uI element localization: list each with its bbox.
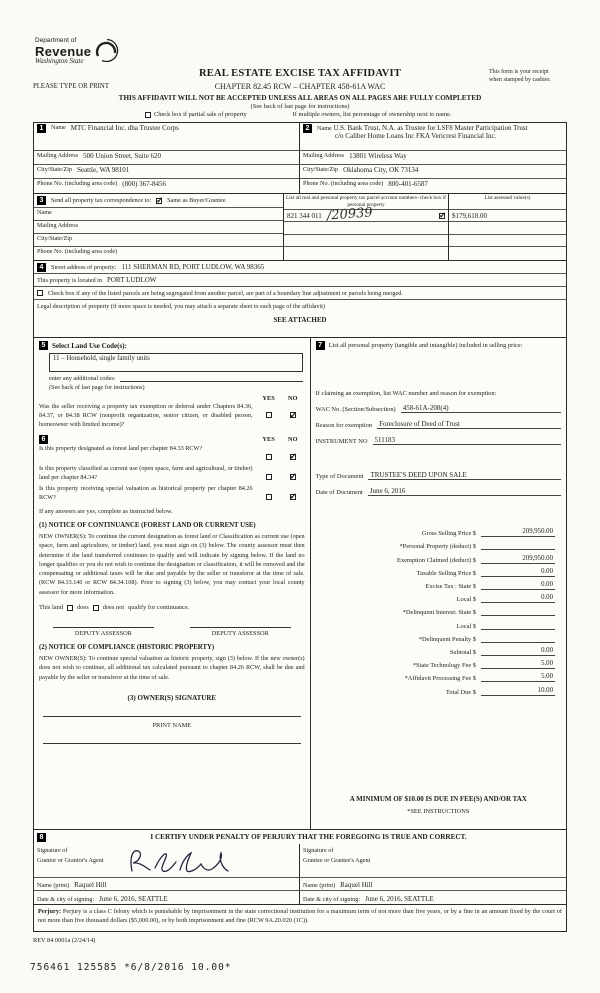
grantor-phone-value: (800) 367-8456 bbox=[122, 180, 166, 188]
form-header bbox=[33, 36, 567, 122]
grantor-mailing-value: 500 Union Street, Suite 620 bbox=[83, 152, 162, 160]
assessed-value-row bbox=[449, 210, 566, 222]
current-use-yes-checkbox bbox=[266, 474, 272, 480]
grantee-phone-value: 800-401-6587 bbox=[388, 180, 428, 188]
current-use-question bbox=[39, 465, 305, 484]
cashier-stamp: 756461 125585 *6/8/2016 10.00* bbox=[30, 962, 232, 973]
parcel-personal-checkbox bbox=[439, 213, 445, 219]
wac-value: 458-61A-208(4) bbox=[401, 404, 561, 413]
reason-label: Reason for exemption bbox=[315, 422, 373, 430]
assessed-blank-row bbox=[449, 222, 566, 234]
grantor-print-name-value: Raquel Hill bbox=[74, 881, 107, 889]
assessed-blank-row bbox=[449, 247, 566, 259]
grantee-signature-block bbox=[300, 844, 566, 904]
grantee-date-row bbox=[300, 891, 566, 904]
amounts-table bbox=[316, 528, 561, 695]
grantor-date-label: Date & city of signing: bbox=[37, 896, 95, 903]
parties-row bbox=[34, 123, 566, 194]
instrument-row bbox=[316, 436, 561, 445]
form-body bbox=[33, 122, 567, 932]
see-back-note: (See back of last page for instructions) bbox=[250, 103, 350, 110]
seller-exemption-yes-checkbox bbox=[266, 412, 272, 418]
parcel-value-row bbox=[284, 205, 448, 224]
section-1-badge: 1 bbox=[37, 124, 46, 133]
notice-continuance-title: (1) NOTICE OF CONTINUANCE (FOREST LAND OR CURRENT USE) bbox=[39, 521, 256, 529]
see-instructions-note: *SEE INSTRUCTIONS bbox=[407, 808, 470, 815]
qualify-label: qualify for continuance. bbox=[128, 604, 190, 612]
amount-label: Local $ bbox=[456, 596, 476, 604]
amount-label: *Delinquent Interest: State $ bbox=[402, 609, 476, 617]
seller-exemption-text: Was the seller receiving a property tax exemption or deferral under Chapters 84.36, 84.37, or 84.38 RCW (nonprofit organization, senior citizen, or disabled person, homeowner with limited income)? bbox=[39, 403, 253, 428]
partial-sale-checkbox bbox=[145, 112, 151, 118]
header-checkbox-row bbox=[33, 111, 567, 118]
correspondence-csz-row bbox=[34, 234, 283, 247]
sale-column bbox=[311, 338, 566, 829]
amount-row bbox=[316, 687, 561, 696]
does-not-checkbox bbox=[93, 605, 99, 611]
historic-yes-checkbox bbox=[266, 494, 272, 500]
logo-state-line: Washington State bbox=[35, 57, 84, 66]
doc-type-label: Type of Document bbox=[315, 473, 364, 481]
grantee-csz-row bbox=[300, 165, 566, 179]
current-use-text: Is this property classified as current use (open space, farm and agricultural, or timber) land per chapter 84.34? bbox=[39, 464, 253, 481]
notice-compliance-text: NEW OWNER(S): To continue special valuation as historic property, sign (3) below. If the new owner(s) does not wish to continue, all additional tax calculated pursuant to chapter 84.26 RCW, shall be due and payable by the seller or transferor at the time of sale. bbox=[39, 655, 305, 681]
segregated-checkbox bbox=[37, 290, 43, 296]
grantee-mailing-row bbox=[300, 151, 566, 165]
wac-label: WAC No. (Section/Subsection) bbox=[315, 406, 396, 414]
amount-value bbox=[481, 634, 555, 643]
grantor-csz-label: City/State/Zip bbox=[37, 166, 73, 173]
amount-row bbox=[316, 581, 561, 590]
doc-date-row bbox=[316, 487, 561, 496]
amount-row bbox=[316, 634, 561, 643]
doc-date-label: Date of Document bbox=[315, 489, 363, 497]
designation-header bbox=[39, 435, 305, 444]
does-label: does bbox=[76, 604, 89, 612]
grantee-section bbox=[300, 123, 566, 193]
located-in-label: This property is located in bbox=[37, 276, 102, 284]
amount-label: Exemption Claimed (deduct) $ bbox=[397, 556, 476, 564]
amount-label: Taxable Selling Price $ bbox=[416, 569, 476, 577]
amount-row bbox=[316, 647, 561, 656]
grantor-mailing-row bbox=[34, 151, 299, 165]
grantee-name-wrap bbox=[317, 124, 528, 140]
correspondence-mailing-label: Mailing Address bbox=[37, 222, 79, 229]
grantor-signature-scribble bbox=[122, 844, 242, 878]
yes-column-label: YES bbox=[262, 435, 275, 443]
amount-label: Excise Tax : State $ bbox=[425, 583, 476, 591]
form-revision-number: REV 84 0001a (2/24/14) bbox=[33, 936, 96, 944]
legal-description-value: SEE ATTACHED bbox=[273, 316, 327, 324]
partial-sale-label: Check box if partial sale of property bbox=[154, 111, 247, 118]
grantee-signature-area bbox=[300, 844, 566, 878]
correspondence-section bbox=[34, 194, 284, 260]
forest-land-no-checkbox bbox=[290, 454, 296, 460]
grantee-name-label: Name bbox=[317, 125, 332, 132]
signatures-row bbox=[34, 844, 566, 905]
section-3-badge: 3 bbox=[37, 196, 46, 205]
parcel-column-header: List all real and personal property tax parcel account numbers–check box if personal property bbox=[284, 194, 448, 210]
amount-row bbox=[316, 555, 561, 564]
parcel-blank-row bbox=[284, 247, 448, 259]
grantor-csz-value: Seattle, WA 98101 bbox=[77, 166, 130, 174]
grantee-sig-label-2: Grantee or Grantee's Agent bbox=[303, 856, 371, 864]
reason-value: Foreclosure of Deed of Trust bbox=[377, 420, 561, 429]
dor-logo bbox=[35, 38, 120, 66]
forest-land-yes-checkbox bbox=[266, 454, 272, 460]
same-as-buyer-checkbox bbox=[156, 198, 162, 204]
correspondence-row bbox=[34, 194, 566, 261]
amount-label: *Delinquent Penalty $ bbox=[418, 635, 476, 643]
logo-revenue-line: Revenue bbox=[35, 43, 92, 59]
amount-row bbox=[316, 528, 561, 537]
additional-codes-label: enter any additional codes: bbox=[49, 375, 116, 382]
correspondence-name-label: Name bbox=[37, 209, 52, 216]
deputy-assessor-lines bbox=[53, 627, 291, 637]
grantee-name-row bbox=[300, 123, 566, 151]
receipt-note: This form is your receipt when stamped by cashier. bbox=[489, 69, 551, 84]
historic-property-question bbox=[39, 485, 305, 504]
amount-label: *Affidavit Processing Fee $ bbox=[404, 675, 476, 683]
no-column-label: NO bbox=[287, 435, 298, 443]
grantee-phone-row bbox=[300, 179, 566, 193]
parcel-blank-row bbox=[284, 235, 448, 247]
grantee-print-name-label: Name (print) bbox=[303, 882, 336, 889]
grantor-print-name-label: Name (print) bbox=[37, 882, 70, 889]
grantee-print-name-value: Raquel Hill bbox=[340, 881, 373, 889]
perjury-notice bbox=[34, 905, 566, 931]
assessed-column-header: List assessed value(s) bbox=[449, 194, 566, 210]
grantor-date-value: June 6, 2016, SEATTLE bbox=[99, 895, 168, 903]
grantee-sig-label-1: Signature of bbox=[303, 847, 334, 854]
amount-value: 5.00 bbox=[481, 660, 555, 669]
amount-value: 0.00 bbox=[481, 594, 555, 603]
amount-row bbox=[316, 673, 561, 682]
dor-logo-mark-icon bbox=[94, 38, 120, 62]
correspondence-mailing-row bbox=[34, 221, 283, 234]
grantee-csz-label: City/State/Zip bbox=[303, 166, 339, 173]
if-yes-note: If any answers are yes, complete as instructed below. bbox=[39, 507, 173, 515]
owners-signature-line bbox=[43, 702, 301, 717]
this-land-label: This land bbox=[39, 604, 63, 612]
parcel-number-value: 821 344 011 bbox=[287, 211, 322, 220]
grantee-care-of-line: c/o Caliber Home Loans Inc FKA Vericrest Financial Inc. bbox=[335, 132, 497, 141]
grantor-signature-block bbox=[34, 844, 300, 904]
doc-date-value: June 6, 2016 bbox=[368, 487, 561, 496]
grantor-mailing-label: Mailing Address bbox=[37, 152, 79, 159]
forest-land-text: Is this property designated as forest land per chapter 84.33 RCW? bbox=[39, 444, 203, 452]
amount-row bbox=[316, 660, 561, 669]
current-use-no-checkbox bbox=[290, 474, 296, 480]
seller-exemption-question bbox=[39, 403, 305, 430]
street-address-row bbox=[34, 261, 566, 274]
section-6-badge: 6 bbox=[39, 435, 48, 444]
parcel-handwritten-note: /20939 bbox=[326, 205, 373, 224]
section-2-badge: 2 bbox=[303, 124, 312, 133]
section-8-badge: 8 bbox=[37, 833, 46, 842]
notice-continuance-text: NEW OWNER(S): To continue the current designation as forest land or Classification as current use (open space, farm and agriculture, or timber) land, you must sign on (3) below. The county assessor must then determine if the land transferred continues to qualify and will indicate by signing below. If the land no longer qualifies or you do not wish to continue the designation or classification, it will be removed and the compensating or additional taxes will be due and payable by the seller or transferor at the time of sale. (RCW 84.33.140 or RCW 84.34.108). Prior to signing (3) below, you may contact your local county assessor for more information. bbox=[39, 532, 305, 596]
amount-label: Local $ bbox=[456, 622, 476, 630]
correspondence-send-row bbox=[34, 194, 283, 208]
amount-value: 0.00 bbox=[481, 581, 555, 590]
doc-type-row bbox=[316, 471, 561, 480]
grantor-signature-area bbox=[34, 844, 299, 878]
amount-label: *Personal Property (deduct) $ bbox=[399, 543, 476, 551]
wac-row bbox=[316, 404, 561, 413]
partial-sale-option bbox=[145, 111, 247, 118]
segregated-label: Check box if any of the listed parcels are being segregated from another parcel, are part of a boundary line adjustment or parcels being merged. bbox=[48, 289, 403, 297]
land-use-header bbox=[39, 341, 305, 350]
amount-value: 10.00 bbox=[481, 687, 555, 696]
minimum-due-note: A MINIMUM OF $10.00 IS DUE IN FEE(S) AND/OR TAX bbox=[349, 795, 527, 803]
grantor-section bbox=[34, 123, 300, 193]
located-in-row bbox=[34, 274, 566, 287]
amount-label: Subtotal $ bbox=[449, 648, 476, 656]
assessed-value: $179,618.00 bbox=[451, 211, 487, 220]
correspondence-name-row bbox=[34, 208, 283, 221]
doc-type-value: TRUSTEE'S DEED UPON SALE bbox=[368, 471, 561, 480]
land-use-see-back: (See back of last page for instructions) bbox=[49, 384, 145, 391]
perjury-text: Perjury is a class C felony which is punishable by imprisonment in the state correctional institution for a maximum term of not more than five years, or by a fine in an amount fixed by the court of not more than five thousand dollars ($5,000.00), or by both imprisonment and fine (RCW 9A.20.020 (1C)). bbox=[38, 908, 562, 924]
assessed-column bbox=[449, 194, 566, 260]
dor-logo-text bbox=[35, 38, 91, 66]
grantor-sig-label-1: Signature of bbox=[37, 847, 68, 854]
grantor-phone-row bbox=[34, 179, 299, 193]
section-7-badge: 7 bbox=[316, 341, 325, 350]
reason-row bbox=[316, 420, 561, 429]
grantee-mailing-value: 13801 Wireless Way bbox=[349, 152, 407, 160]
amount-value bbox=[481, 621, 555, 630]
grantor-name-label: Name bbox=[51, 124, 66, 131]
amount-row bbox=[316, 607, 561, 616]
completion-warning: THIS AFFIDAVIT WILL NOT BE ACCEPTED UNLESS ALL AREAS ON ALL PAGES ARE FULLY COMPLETED bbox=[118, 94, 482, 102]
land-use-title: Select Land Use Code(s): bbox=[52, 341, 127, 350]
land-use-code-value: 11 – Household, single family units bbox=[53, 355, 150, 362]
section-4-badge: 4 bbox=[37, 263, 46, 272]
additional-codes-row bbox=[49, 375, 303, 382]
legal-description-row bbox=[34, 300, 566, 313]
legal-description-label: Legal description of property (if more space is needed, you may attach a separate sheet to each page of the affidavit) bbox=[37, 303, 325, 310]
print-name-label: PRINT NAME bbox=[152, 721, 192, 729]
amount-row bbox=[316, 568, 561, 577]
located-in-value: PORT LUDLOW bbox=[106, 276, 157, 284]
grantor-sig-label-2: Grantor or Grantor's Agent bbox=[37, 856, 104, 864]
continuance-qualify-row bbox=[39, 604, 305, 611]
grantor-phone-label: Phone No. (including area code) bbox=[37, 180, 118, 187]
correspondence-phone-row bbox=[34, 247, 283, 260]
personal-property-header bbox=[316, 341, 561, 350]
exemption-claim-label: If claiming an exemption, list WAC number and reason for exemption: bbox=[315, 390, 497, 398]
personal-property-label: List all personal property (tangible and intangible) included in selling price: bbox=[328, 342, 523, 349]
grantee-print-name-row bbox=[300, 878, 566, 891]
grantee-name-value: U.S. Bank Trust, N.A. as Trustee for LSF8 Master Participation Trust bbox=[333, 124, 528, 132]
grantor-date-row bbox=[34, 891, 299, 904]
grantee-date-label: Date & city of signing: bbox=[303, 896, 361, 903]
send-correspondence-label: Send all property tax correspondence to: bbox=[51, 197, 152, 204]
parcel-blank-row bbox=[284, 222, 448, 234]
seller-exemption-no-checkbox bbox=[290, 412, 296, 418]
perjury-bold: Perjury: bbox=[38, 908, 62, 915]
deputy-assessor-right: DEPUTY ASSESSOR bbox=[190, 627, 291, 637]
amount-value: 5.00 bbox=[481, 673, 555, 682]
yes-column-label: YES bbox=[262, 395, 275, 402]
street-address-value: 111 SHERMAN RD, PORT LUDLOW, WA 98365 bbox=[121, 263, 265, 271]
amount-row bbox=[316, 621, 561, 630]
correspondence-csz-label: City/State/Zip bbox=[37, 235, 73, 242]
parcel-column bbox=[284, 194, 449, 260]
amount-label: *State Technology Fee $ bbox=[412, 662, 476, 670]
please-type-note: PLEASE TYPE OR PRINT bbox=[33, 83, 109, 90]
instrument-value: 511183 bbox=[373, 436, 561, 445]
page-title: REAL ESTATE EXCISE TAX AFFIDAVIT bbox=[198, 68, 402, 79]
additional-codes-blank bbox=[120, 375, 303, 382]
amount-value: 0.00 bbox=[481, 568, 555, 577]
notice-compliance-title: (2) NOTICE OF COMPLIANCE (HISTORIC PROPERTY) bbox=[39, 644, 215, 652]
amount-value bbox=[481, 541, 555, 550]
historic-no-checkbox bbox=[290, 494, 296, 500]
amount-row bbox=[316, 541, 561, 550]
amount-row bbox=[316, 594, 561, 603]
no-column-label: NO bbox=[287, 395, 298, 402]
segregated-row bbox=[34, 287, 566, 300]
s5-yes-no-header bbox=[39, 395, 305, 402]
amount-label: Gross Selling Price $ bbox=[421, 530, 476, 538]
does-checkbox bbox=[67, 605, 73, 611]
grantor-print-name-row bbox=[34, 878, 299, 891]
historic-property-text: Is this property receiving special valuation as historical property per chapter 84.26 RCW? bbox=[39, 484, 253, 501]
grantee-csz-value: Oklahoma City, OK 73134 bbox=[343, 166, 419, 174]
section-5-badge: 5 bbox=[39, 341, 48, 350]
instrument-label: INSTRUMENT NO bbox=[315, 438, 368, 446]
grantor-name-value: MTC Financial Inc. dba Trustee Corps bbox=[70, 124, 179, 132]
grantor-csz-row bbox=[34, 165, 299, 179]
forest-land-question bbox=[39, 445, 305, 464]
grantee-mailing-label: Mailing Address bbox=[303, 152, 345, 159]
chapter-line: CHAPTER 82.45 RCW – CHAPTER 458-61A WAC bbox=[214, 82, 386, 91]
grantee-date-value: June 6, 2016, SEATTLE bbox=[365, 895, 434, 903]
grantee-phone-label: Phone No. (including area code) bbox=[303, 180, 384, 187]
same-as-buyer-label: Same as Buyer/Grantee bbox=[167, 197, 226, 204]
land-use-column bbox=[34, 338, 311, 829]
multiple-owners-note: If multiple owners, list percentage of ownership next to name. bbox=[292, 111, 452, 118]
assessed-blank-row bbox=[449, 235, 566, 247]
amount-value: 0.00 bbox=[481, 647, 555, 656]
street-address-label: Street address of property: bbox=[51, 263, 117, 271]
does-not-label: does not bbox=[102, 604, 125, 612]
grantor-name-row bbox=[34, 123, 299, 151]
certification-header bbox=[34, 830, 566, 844]
property-section bbox=[34, 261, 566, 338]
correspondence-phone-label: Phone No. (including area code) bbox=[37, 248, 118, 255]
middle-columns-row bbox=[34, 338, 566, 830]
deputy-assessor-left: DEPUTY ASSESSOR bbox=[53, 627, 154, 637]
amount-value bbox=[481, 607, 555, 616]
amount-value: 209,950.00 bbox=[481, 555, 555, 564]
certify-statement: I CERTIFY UNDER PENALTY OF PERJURY THAT THE FOREGOING IS TRUE AND CORRECT. bbox=[150, 833, 467, 841]
owners-signature-title: (3) OWNER(S) SIGNATURE bbox=[127, 693, 217, 702]
amount-label: Total Due $ bbox=[445, 688, 476, 696]
land-use-code-box bbox=[49, 353, 303, 372]
logo-dept-line: Department of bbox=[35, 37, 77, 44]
print-name-line bbox=[43, 729, 301, 744]
amount-value: 209,950.00 bbox=[481, 528, 555, 537]
